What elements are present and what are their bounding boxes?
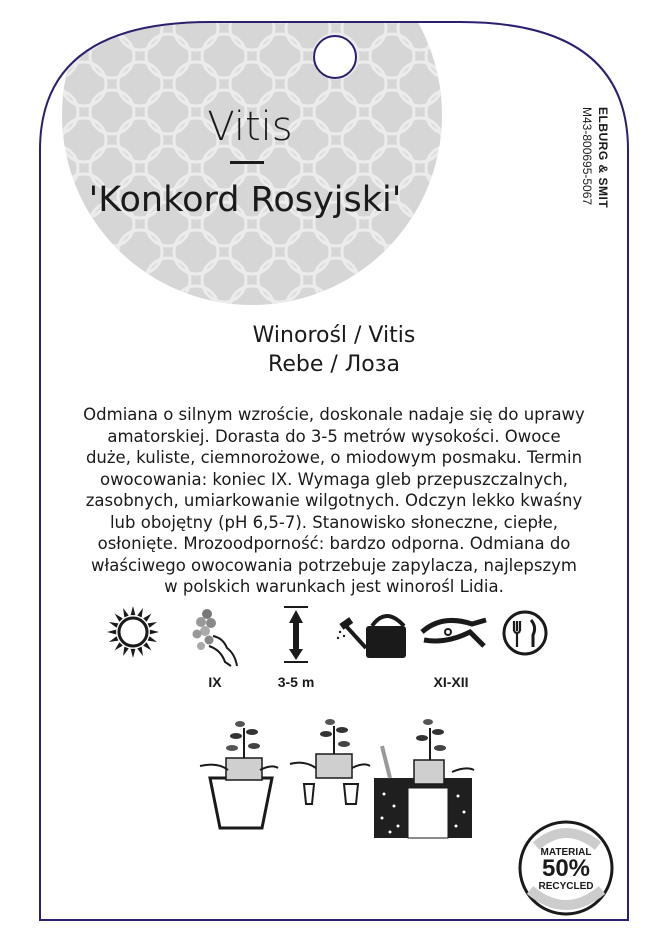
- brand-block: [580, 107, 610, 237]
- planting-step-2-illustration: [290, 719, 370, 804]
- common-name-line-1: Winorośl / Vitis: [252, 323, 416, 348]
- pruning-months-label: XI-XII: [433, 674, 469, 690]
- description-line: w polskich warunkach jest winorośl Lidia.: [164, 577, 504, 596]
- fruit-hand-icon: [193, 609, 238, 666]
- badge-recycled-text: RECYCLED: [538, 881, 594, 892]
- common-name-line-2: Rebe / Лоза: [268, 352, 400, 377]
- cultivar-name: 'Konkord Rosyjski': [88, 180, 402, 220]
- sun-ray: [131, 649, 136, 658]
- sun-ray: [148, 636, 157, 642]
- sun-ray: [150, 630, 159, 635]
- gray-ornament-circle: [62, 0, 442, 305]
- sun-ray: [115, 614, 123, 622]
- sun-icon: [107, 606, 159, 658]
- product-code: M43-800695-5067: [580, 107, 594, 206]
- title-dash: [230, 161, 264, 164]
- sun-ray: [137, 608, 143, 617]
- fork-knife-icon: [504, 612, 546, 654]
- watering-can-icon: [337, 616, 406, 658]
- fruiting-month-label: IX: [208, 674, 222, 690]
- description-line: owocowania: koniec IX. Wymaga gleb przepuszczalnych,: [99, 469, 569, 489]
- sun-ray: [115, 642, 123, 650]
- sun-ray: [143, 614, 151, 622]
- description-line: zasobnych, umiarkowanie wilgotnych. Odczyn lekko kwaśny: [85, 491, 583, 510]
- description-line: duże, kuliste, ciemnorożowe, o miodowym posmaku. Termin: [85, 448, 583, 467]
- description-line: Odmiana o silnym wzroście, doskonale nadaje się do uprawy: [83, 405, 585, 424]
- badge-material-text: MATERIAL: [540, 847, 592, 858]
- brand-name: ELBURG & SMIT: [596, 107, 610, 209]
- description-line: osłonięte. Mrozoodporność: bardzo odporna. Odmiana do: [97, 534, 571, 553]
- sun-ray: [109, 636, 118, 642]
- height-label: 3-5 m: [277, 674, 315, 690]
- sun-ray: [109, 622, 118, 628]
- sun-ray: [107, 630, 116, 635]
- sun-ray: [137, 647, 143, 656]
- sun-ray: [131, 606, 136, 615]
- badge-percent-text: 50%: [541, 855, 591, 882]
- sun-ray: [123, 647, 129, 656]
- plant-description: [60, 404, 608, 598]
- height-arrow-icon: [284, 607, 308, 662]
- pruning-shears-icon: [422, 620, 486, 646]
- hanging-hole: [314, 36, 356, 78]
- description-line: lub obojętny (pH 6,5-7). Stanowisko słoneczne, ciepłe,: [109, 512, 559, 532]
- description-line: właściwego owocowania potrzebuje zapylacza, najlepszym: [91, 555, 577, 575]
- sun-ray: [143, 642, 151, 650]
- sun-ray: [123, 608, 129, 617]
- planting-step-3-illustration: [374, 719, 474, 838]
- planting-step-1-illustration: [200, 721, 278, 828]
- plant-genus: Vitis: [207, 104, 293, 150]
- description-line: amatorskiej. Dorasta do 3-5 metrów wysokości. Owoce: [107, 426, 561, 446]
- sun-ray: [148, 622, 157, 628]
